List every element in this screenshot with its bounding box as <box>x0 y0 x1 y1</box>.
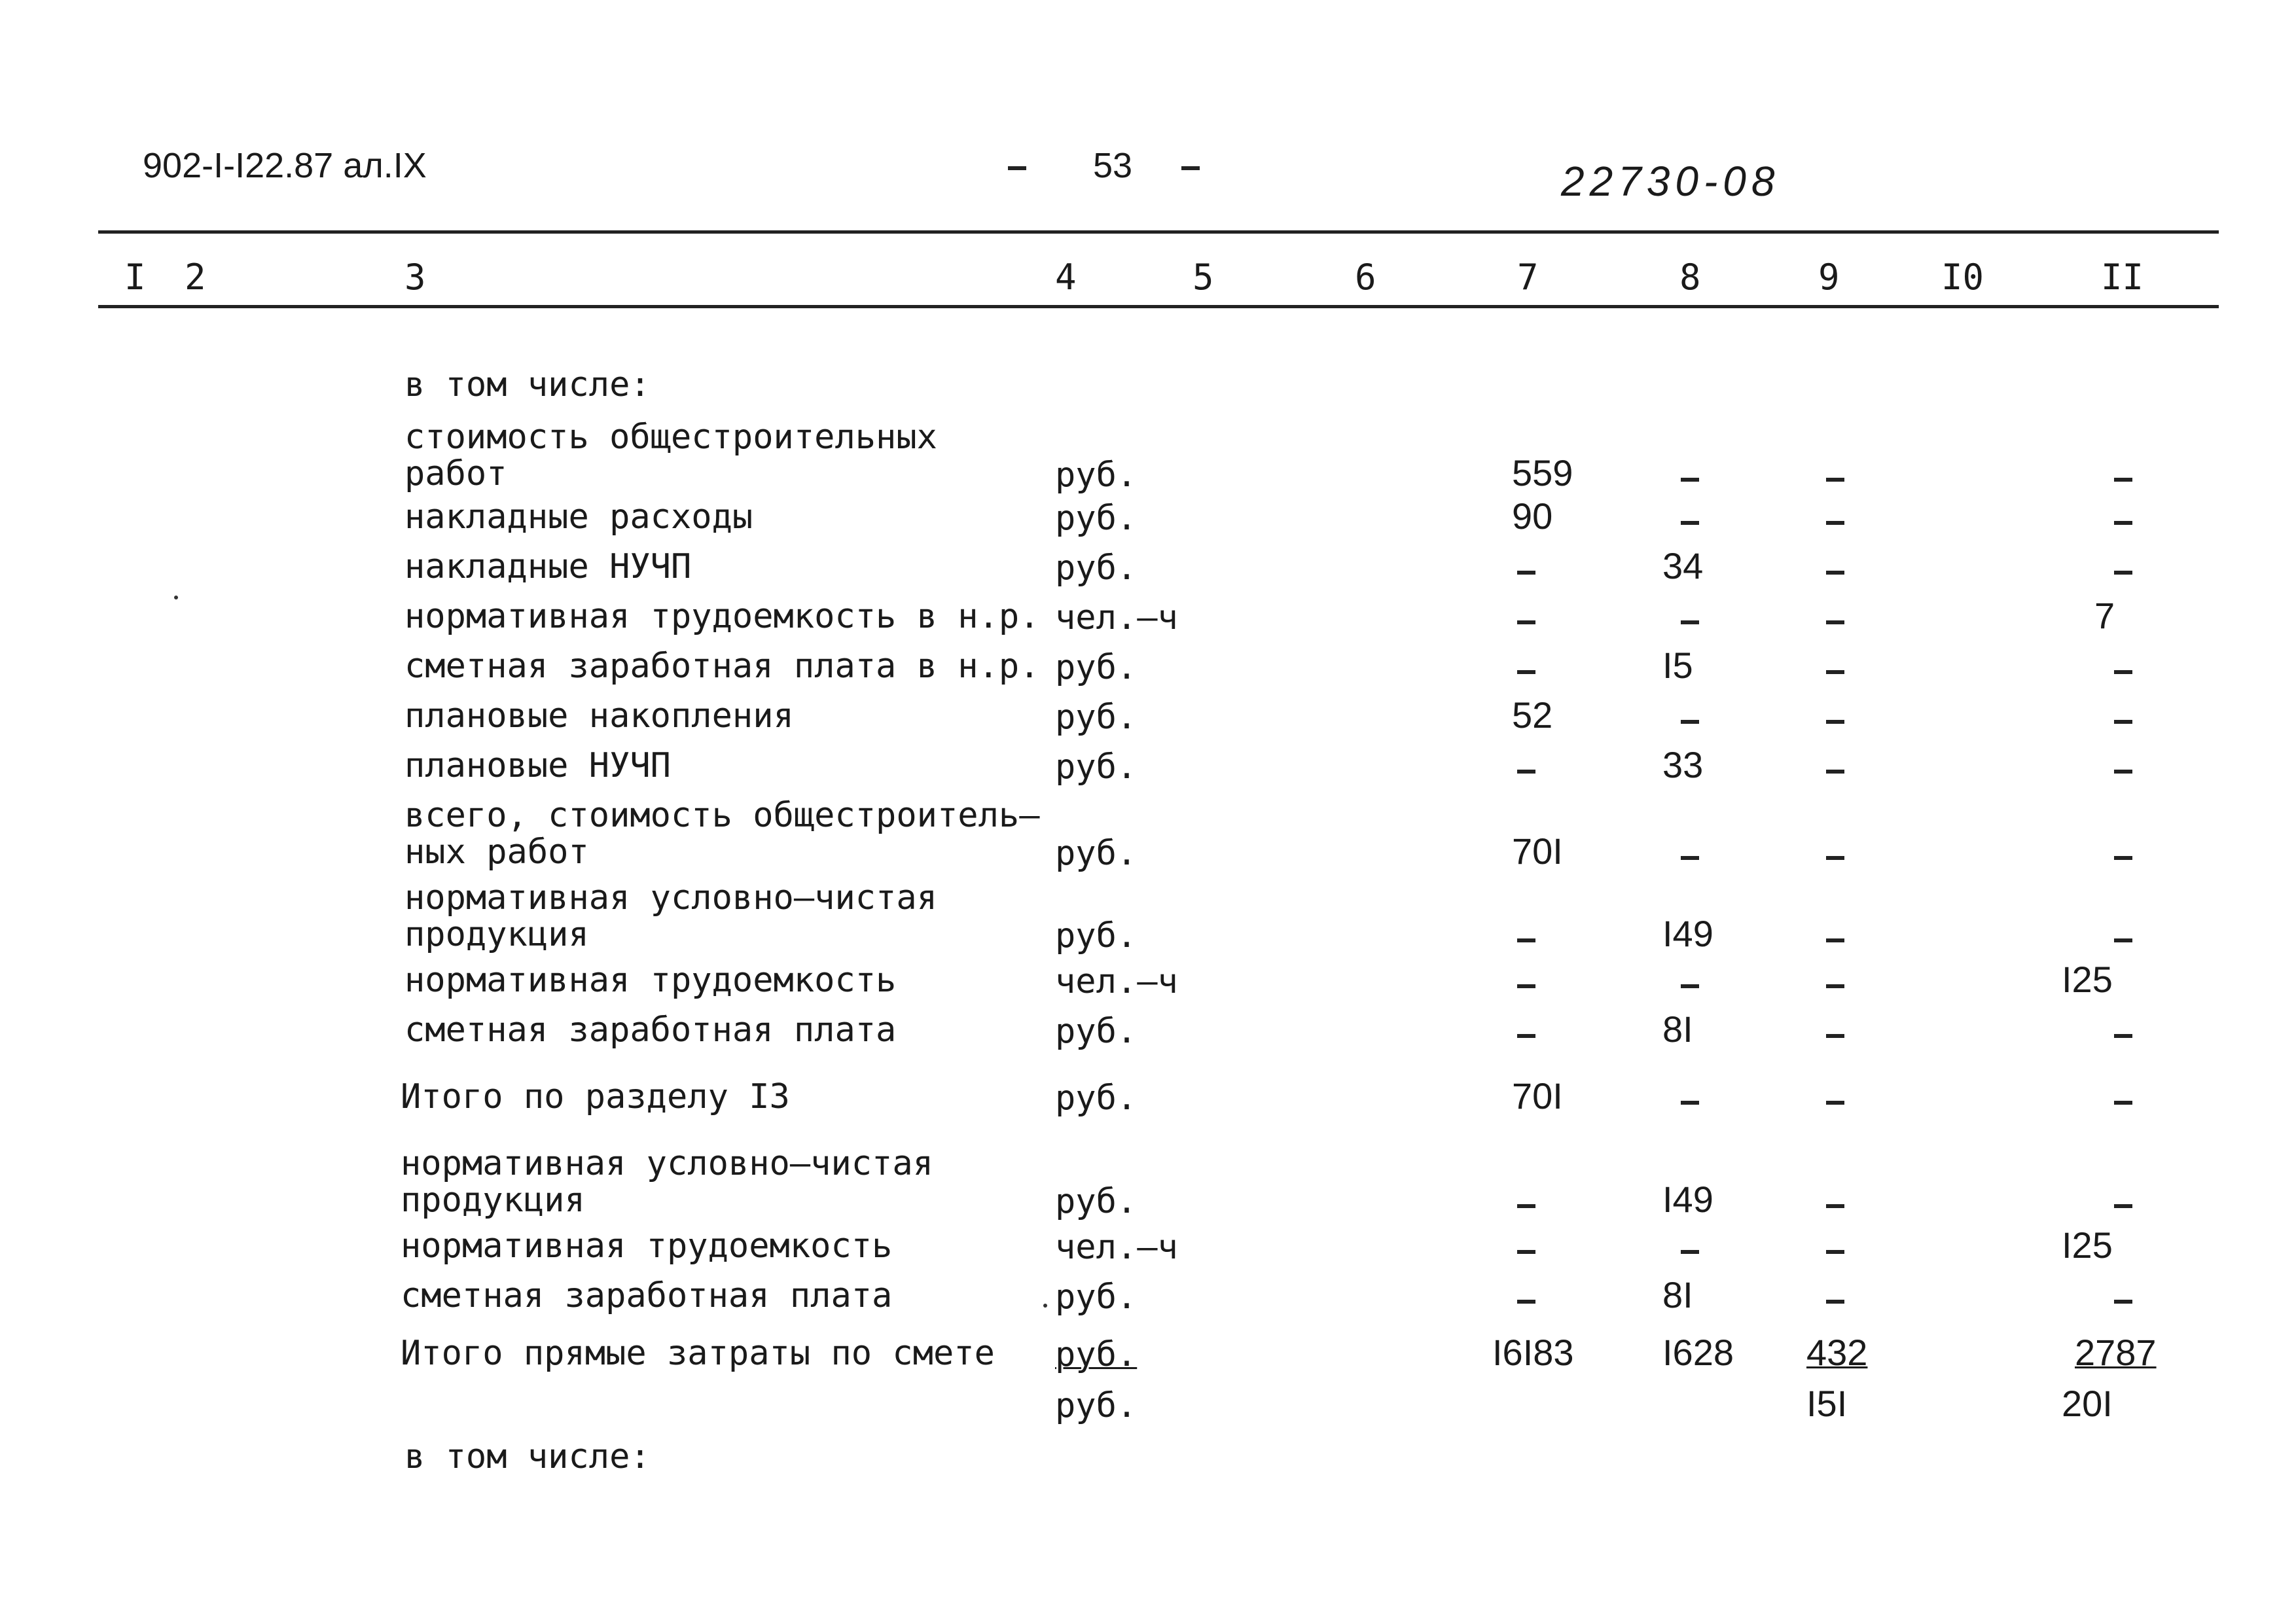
row-unit: руб. <box>1055 1079 1138 1118</box>
row-unit: руб. <box>1055 834 1138 873</box>
row-unit: чел.–ч <box>1055 598 1178 637</box>
row-unit: руб. <box>1055 1182 1138 1221</box>
dash-cell <box>1826 1101 1844 1105</box>
page-number: 53 <box>1093 146 1133 185</box>
value-cell: 70I <box>1512 830 1563 872</box>
dash-cell <box>1681 720 1699 724</box>
dash-cell <box>2114 571 2132 575</box>
value-cell: 2787 <box>2075 1332 2157 1373</box>
row-label: всего, стоимость общестроитель– ных работ <box>404 796 1040 872</box>
dash-cell <box>1517 670 1535 674</box>
row-label: накладные НУЧП <box>404 547 692 586</box>
stray-mark <box>1043 1304 1047 1308</box>
value-cell: 70I <box>1512 1075 1563 1116</box>
dash-cell <box>2114 856 2132 860</box>
dash-cell <box>1517 571 1535 575</box>
row-unit: руб. <box>1055 1012 1138 1051</box>
row-label: стоимость общестроительных работ <box>404 418 937 493</box>
row-unit: руб. <box>1055 499 1138 538</box>
dash-cell <box>1826 984 1844 988</box>
dash-cell <box>1826 938 1844 942</box>
row-label: нормативная трудоемкость <box>401 1226 893 1266</box>
dash-cell <box>1517 1204 1535 1208</box>
column-header-7: 7 <box>1517 257 1539 298</box>
row-label: нормативная условно–чистая продукция <box>404 878 937 954</box>
dash-cell <box>1826 670 1844 674</box>
row-label: сметная заработная плата <box>404 1010 897 1050</box>
inventory-stamp: 22730-08 <box>1561 158 1780 205</box>
dash-cell <box>1681 620 1699 624</box>
row-label: нормативная трудоемкость в н.р. <box>404 597 1040 636</box>
row-unit: руб. <box>1055 747 1138 787</box>
dash-cell <box>1517 620 1535 624</box>
dash-cell <box>1681 984 1699 988</box>
dash-cell <box>2114 938 2132 942</box>
column-header-4: 4 <box>1055 257 1077 298</box>
row-unit: руб. <box>1055 916 1138 955</box>
row-label: нормативная трудоемкость <box>404 961 897 1000</box>
row-label: плановые НУЧП <box>404 746 671 785</box>
stray-mark <box>174 596 178 599</box>
dash-cell <box>1517 1034 1535 1038</box>
value-cell: I25 <box>2062 959 2113 1000</box>
dash-cell <box>1681 1101 1699 1105</box>
dash-cell <box>1826 1250 1844 1254</box>
dash-cell <box>2114 770 2132 774</box>
value-cell: I5 <box>1662 645 1693 686</box>
row-label: нормативная условно–чистая продукция <box>401 1144 933 1220</box>
row-unit: руб. <box>1055 455 1138 495</box>
value-cell: I5I <box>1806 1383 1848 1424</box>
dash-cell <box>1517 1300 1535 1304</box>
value-cell: 8I <box>1662 1008 1693 1050</box>
row-label: накладные расходы <box>404 497 753 537</box>
dash-cell <box>2114 670 2132 674</box>
value-cell: I49 <box>1662 1179 1713 1220</box>
row-unit: руб. <box>1055 698 1138 737</box>
row-unit: руб. <box>1055 1335 1138 1374</box>
column-header-3: 3 <box>404 257 426 298</box>
dash-cell <box>1517 984 1535 988</box>
row-unit: руб. <box>1055 1277 1138 1317</box>
dash-cell <box>2114 1300 2132 1304</box>
value-cell: 432 <box>1806 1332 1868 1373</box>
dash-cell <box>1826 856 1844 860</box>
dash-cell <box>2114 720 2132 724</box>
header-top-rule <box>98 230 2219 234</box>
dash-mark <box>1181 166 1200 170</box>
dash-cell <box>1681 1250 1699 1254</box>
dash-cell <box>1517 1250 1535 1254</box>
row-unit: руб. <box>1055 548 1138 588</box>
dash-cell <box>1517 770 1535 774</box>
row-label: в том числе: <box>404 1437 651 1476</box>
dash-cell <box>1681 478 1699 482</box>
dash-cell <box>1826 1204 1844 1208</box>
dash-cell <box>1517 938 1535 942</box>
row-unit: руб. <box>1055 648 1138 687</box>
value-cell: I6I83 <box>1492 1332 1574 1373</box>
value-cell: 90 <box>1512 495 1553 537</box>
dash-cell <box>1826 770 1844 774</box>
dash-cell <box>1681 521 1699 525</box>
dash-cell <box>1826 1034 1844 1038</box>
value-cell: 34 <box>1662 545 1704 586</box>
dash-cell <box>1826 720 1844 724</box>
column-header-10: I0 <box>1941 257 1984 298</box>
value-cell: 8I <box>1662 1274 1693 1315</box>
row-unit: чел.–ч <box>1055 1228 1178 1267</box>
row-unit: чел.–ч <box>1055 962 1178 1001</box>
column-header-9: 9 <box>1818 257 1840 298</box>
row-label: плановые накопления <box>404 696 794 736</box>
document-number: 902-I-I22.87 ал.IX <box>143 146 427 185</box>
row-label: сметная заработная плата <box>401 1276 893 1315</box>
column-header-5: 5 <box>1193 257 1214 298</box>
dash-cell <box>2114 521 2132 525</box>
dash-cell <box>1826 1300 1844 1304</box>
dash-mark <box>1008 166 1026 170</box>
value-cell: 33 <box>1662 744 1704 785</box>
column-header-6: 6 <box>1355 257 1376 298</box>
dash-cell <box>1826 620 1844 624</box>
dash-cell <box>1826 478 1844 482</box>
column-header-11: II <box>2101 257 2144 298</box>
row-label: в том числе: <box>404 365 651 404</box>
value-cell: 20I <box>2062 1383 2113 1424</box>
value-cell: I25 <box>2062 1224 2113 1266</box>
row-label: Итого прямые затраты по смете <box>401 1334 995 1373</box>
row-label: Итого по разделу I3 <box>401 1077 790 1116</box>
value-cell: 7 <box>2094 595 2115 636</box>
column-header-1: I <box>124 257 146 298</box>
dash-cell <box>1681 856 1699 860</box>
dash-cell <box>2114 1034 2132 1038</box>
dash-cell <box>1826 521 1844 525</box>
dash-cell <box>2114 1204 2132 1208</box>
dash-cell <box>1826 571 1844 575</box>
dash-cell <box>2114 478 2132 482</box>
value-cell: I49 <box>1662 913 1713 954</box>
value-cell: I628 <box>1662 1332 1734 1373</box>
header-bottom-rule <box>98 305 2219 308</box>
value-cell: 52 <box>1512 694 1553 736</box>
row-unit: руб. <box>1055 1386 1138 1425</box>
column-header-8: 8 <box>1679 257 1701 298</box>
value-cell: 559 <box>1512 452 1573 493</box>
row-label: сметная заработная плата в н.р. <box>404 647 1040 686</box>
dash-cell <box>2114 1101 2132 1105</box>
column-header-2: 2 <box>185 257 206 298</box>
